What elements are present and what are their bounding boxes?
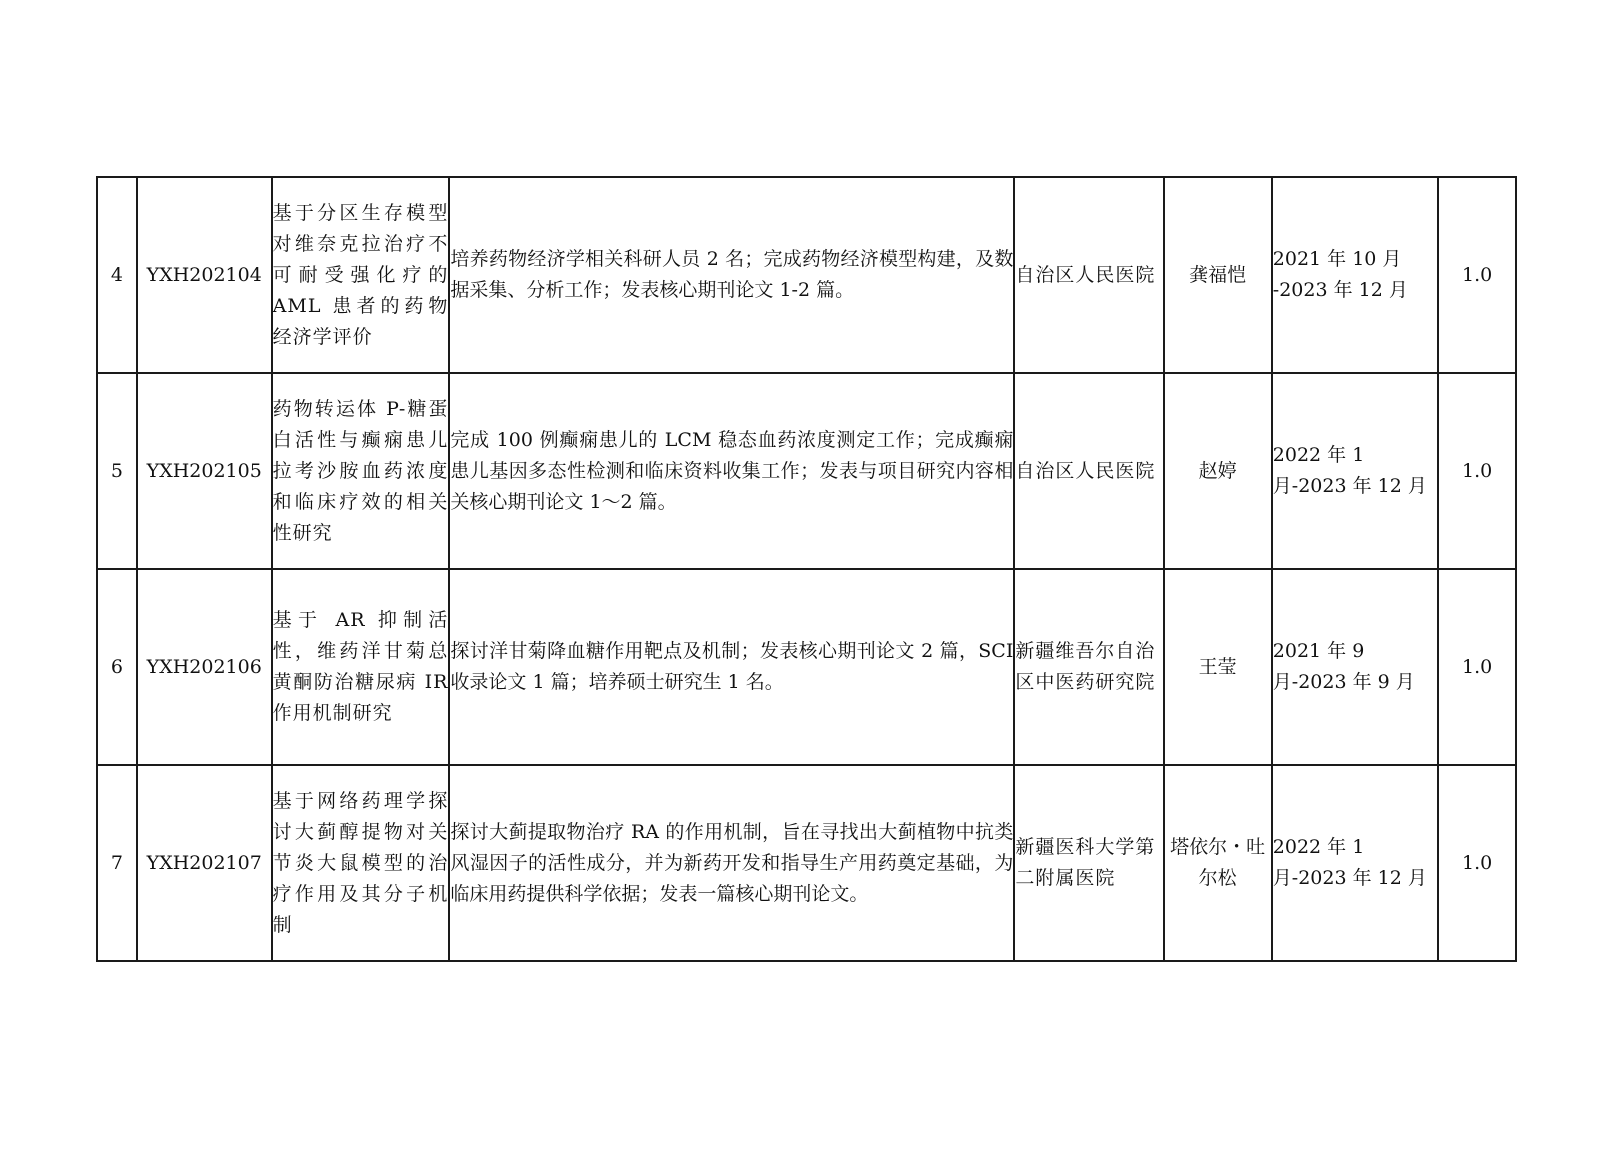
project-goal-cell: 培养药物经济学相关科研人员 2 名；完成药物经济模型构建，及数据采集、分析工作；发表核心期刊论文 1-2 篇。 <box>449 177 1014 373</box>
project-goal-cell: 完成 100 例癫痫患儿的 LCM 稳态血药浓度测定工作；完成癫痫患儿基因多态性检测和临床资料收集工作；发表与项目研究内容相关核心期刊论文 1～2 篇。 <box>449 373 1014 569</box>
project-code-cell: YXH202104 <box>137 177 272 373</box>
funding-amount-cell: 1.0 <box>1438 569 1516 765</box>
table-row <box>97 765 1516 961</box>
project-title-cell: 基于分区生存模型对维奈克拉治疗不可耐受强化疗的 AML 患者的药物经济学评价 <box>272 177 450 373</box>
project-title-cell: 药物转运体 P-糖蛋白活性与癫痫患儿拉考沙胺血药浓度和临床疗效的相关性研究 <box>272 373 450 569</box>
project-code-cell: YXH202106 <box>137 569 272 765</box>
row-index-cell: 7 <box>97 765 137 961</box>
row-index-cell: 4 <box>97 177 137 373</box>
project-code-cell: YXH202105 <box>137 373 272 569</box>
principal-investigator-cell: 龚福恺 <box>1164 177 1272 373</box>
project-title-cell: 基于 AR 抑制活性，维药洋甘菊总黄酮防治糖尿病 IR 作用机制研究 <box>272 569 450 765</box>
project-goal-cell: 探讨洋甘菊降血糖作用靶点及机制；发表核心期刊论文 2 篇，SCI 收录论文 1 篇；培养硕士研究生 1 名。 <box>449 569 1014 765</box>
institution-cell: 新疆医科大学第二附属医院 <box>1014 765 1163 961</box>
project-table <box>96 176 1517 962</box>
project-code-cell: YXH202107 <box>137 765 272 961</box>
project-period-cell: 2021 年 9 月-2023 年 9 月 <box>1272 569 1439 765</box>
project-period-cell: 2021 年 10 月 -2023 年 12 月 <box>1272 177 1439 373</box>
funding-amount-cell: 1.0 <box>1438 373 1516 569</box>
institution-cell: 自治区人民医院 <box>1014 177 1163 373</box>
principal-investigator-cell: 王莹 <box>1164 569 1272 765</box>
table-row <box>97 177 1516 373</box>
funding-amount-cell: 1.0 <box>1438 765 1516 961</box>
row-index-cell: 6 <box>97 569 137 765</box>
project-period-cell: 2022 年 1 月-2023 年 12 月 <box>1272 765 1439 961</box>
table-row <box>97 569 1516 765</box>
table-row <box>97 373 1516 569</box>
institution-cell: 自治区人民医院 <box>1014 373 1163 569</box>
project-goal-cell: 探讨大蓟提取物治疗 RA 的作用机制，旨在寻找出大蓟植物中抗类风湿因子的活性成分，并为新药开发和指导生产用药奠定基础，为临床用药提供科学依据；发表一篇核心期刊论文。 <box>449 765 1014 961</box>
funding-amount-cell: 1.0 <box>1438 177 1516 373</box>
institution-cell: 新疆维吾尔自治区中医药研究院 <box>1014 569 1163 765</box>
row-index-cell: 5 <box>97 373 137 569</box>
project-period-cell: 2022 年 1 月-2023 年 12 月 <box>1272 373 1439 569</box>
project-title-cell: 基于网络药理学探讨大蓟醇提物对关节炎大鼠模型的治疗作用及其分子机制 <box>272 765 450 961</box>
principal-investigator-cell: 塔依尔・吐尔松 <box>1164 765 1272 961</box>
principal-investigator-cell: 赵婷 <box>1164 373 1272 569</box>
